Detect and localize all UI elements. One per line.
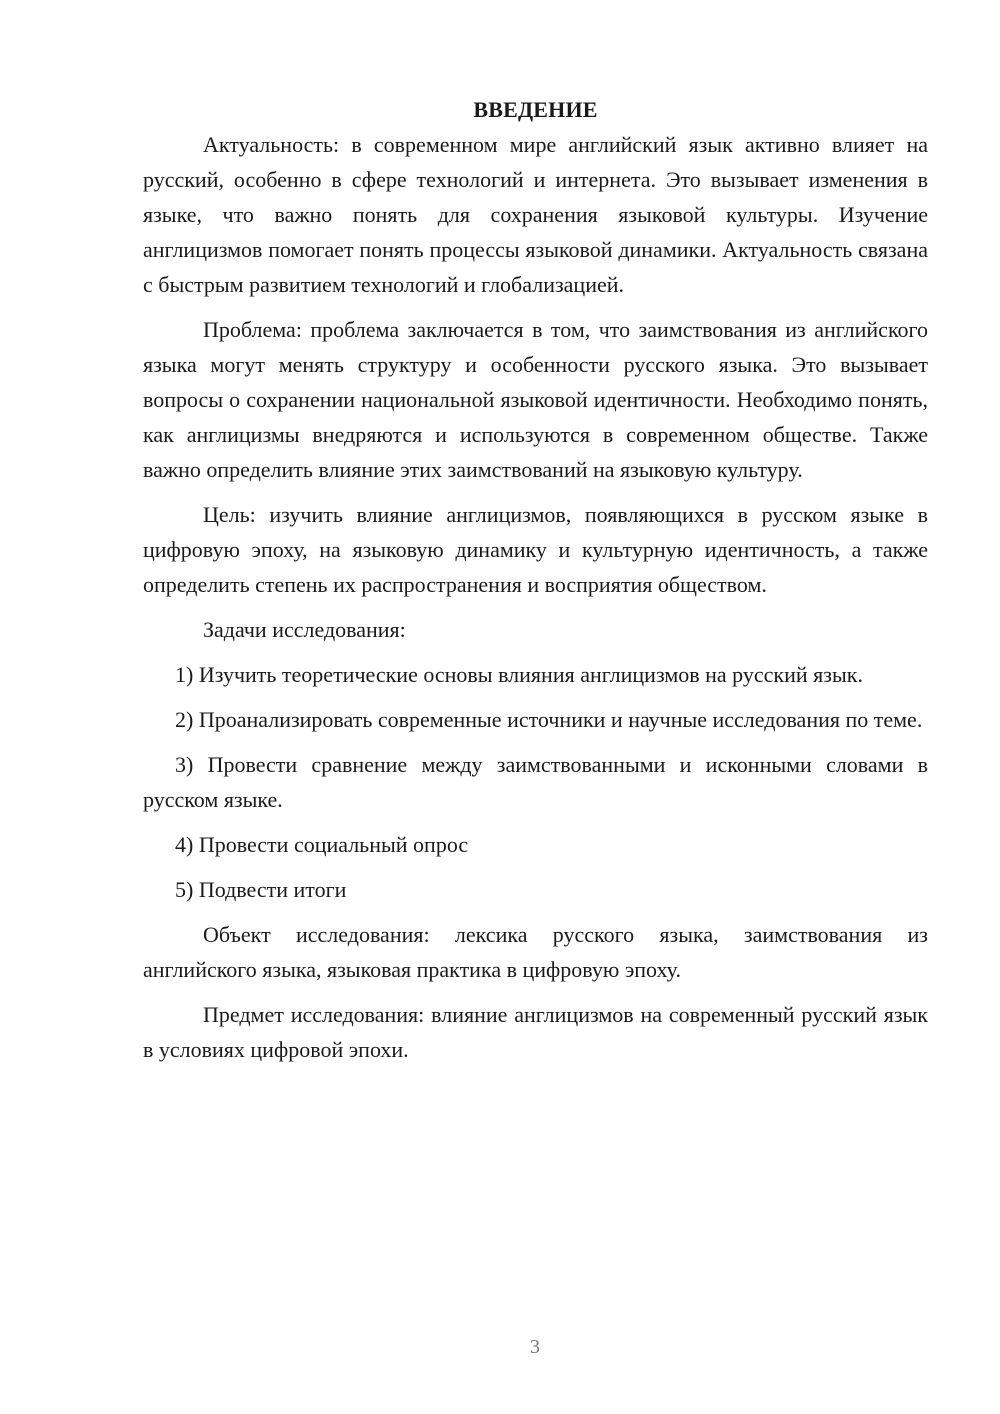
relevance-paragraph: Актуальность: в современном мире английский язык активно влияет на русский, особенно в сфере технологий и интернета. Это вызывает изменения в языке, что важно понять для сохранения языковой культуры. Изучение англицизмов помогает понять процессы языковой динамики. Актуальность связана с быстрым развитием технологий и глобализацией. — [143, 132, 928, 297]
object-paragraph: Объект исследования: лексика русского языка, заимствования из английского языка, языковая практика в цифровую эпоху. — [143, 922, 928, 982]
tasks-title: Задачи исследования: — [203, 617, 406, 642]
task-item: 2) Проанализировать современные источники и научные исследования по теме. — [175, 707, 923, 732]
task-item: 5) Подвести итоги — [175, 877, 347, 902]
subject-paragraph: Предмет исследования: влияние англицизмов на современный русский язык в условиях цифровой эпохи. — [143, 1002, 928, 1062]
task-item: 4) Провести социальный опрос — [175, 832, 469, 857]
document-page — [143, 92, 928, 1077]
task-item: 3) Провести сравнение между заимствованными и исконными словами в русском языке. — [143, 752, 928, 812]
problem-paragraph: Проблема: проблема заключается в том, что заимствования из английского языка могут менять структуру и особенности русского языка. Это вызывает вопросы о сохранении национальной языковой идентичности. Необходимо понять, как англицизмы внедряются и используются в современном обществе. Также важно определить влияние этих заимствований на языковую культуру. — [143, 317, 928, 482]
section-heading: ВВЕДЕНИЕ — [473, 97, 598, 122]
goal-paragraph: Цель: изучить влияние англицизмов, появляющихся в русском языке в цифровую эпоху, на языковую динамику и культурную идентичность, а также определить степень их распространения и восприятия обществом. — [143, 502, 928, 597]
task-item: 1) Изучить теоретические основы влияния англицизмов на русский язык. — [175, 662, 863, 687]
tasks-list — [143, 657, 928, 907]
page-number: 3 — [530, 1336, 540, 1358]
